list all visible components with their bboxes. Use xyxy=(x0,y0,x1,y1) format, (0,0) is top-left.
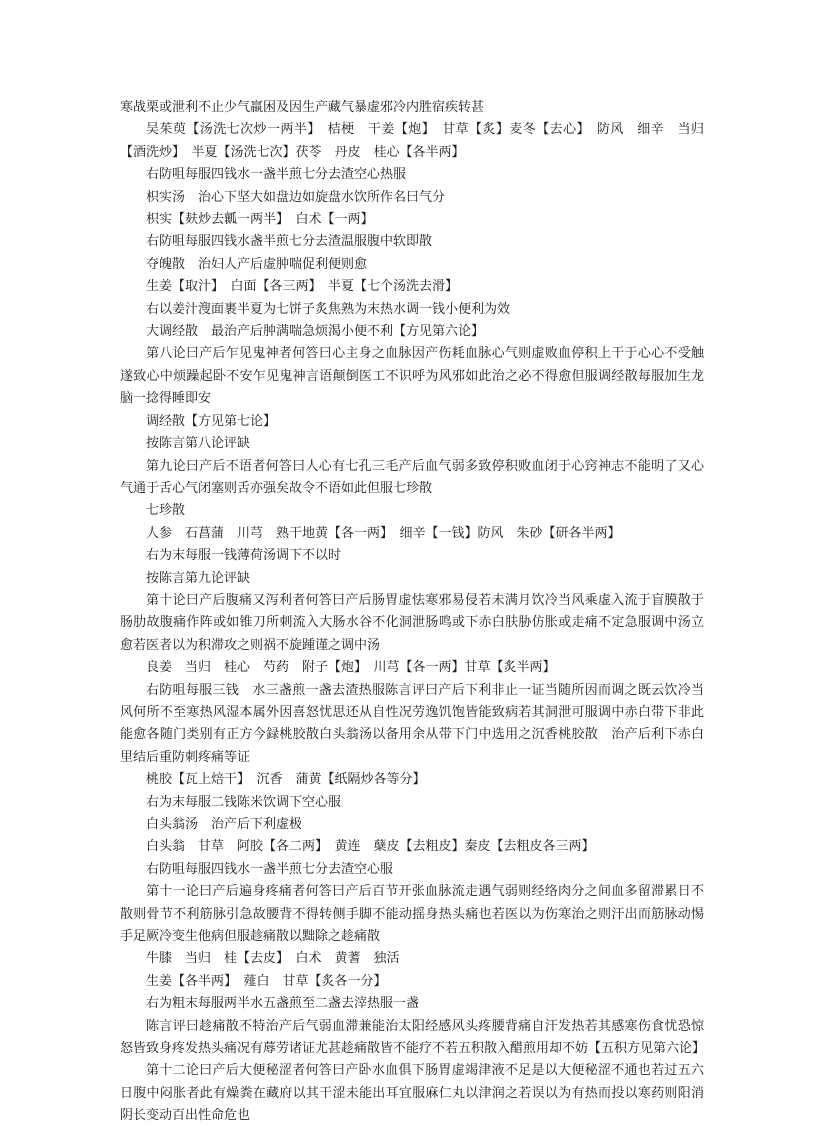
text-paragraph: 右为末每服一钱薄荷汤调下不以时 xyxy=(146,548,342,564)
text-paragraph: 按陈言第九论评缺 xyxy=(146,570,251,586)
text-paragraph: 生姜【各半两】 薤白 甘草【炙各一分】 xyxy=(146,973,387,989)
text-paragraph: 七珍散 xyxy=(146,503,186,519)
text-paragraph: 右防咀每服四钱水一盏半煎七分去渣空心服 xyxy=(146,861,394,877)
text-paragraph: 第八论曰产后乍见鬼神者何答曰心主身之血脉因产伤耗血脉心气则虚败血停积上干于心心不受触遂致心中烦躁起卧不安乍见鬼神言语颠倒医工不识呼为风邪如此治之必不得愈但服调经散每服加生龙脑一捻得睡即安 xyxy=(120,346,704,407)
text-paragraph: 人参 石菖蒲 川芎 熟干地黄【各一两】 细辛【一钱】防风 朱砂【研各半两】 xyxy=(146,525,621,541)
text-paragraph: 第十论曰产后腹痛又泻利者何答曰产后肠胃虚怯寒邪易侵若未满月饮冷当风乘虚入流于盲膜散于肠肋故腹痛作阵或如锥刀所刺流入大肠水谷不化洞泄肠鸣或下赤白肤胁仿胀或走痛不定急服调中汤立愈若医者以为积滞攻之则祸不旋踵谨之调中汤 xyxy=(120,592,704,653)
text-paragraph: 右防咀每服四钱水一盏半煎七分去渣空心热服 xyxy=(146,167,407,183)
text-paragraph: 夺魄散 治妇人产后虚肿喘促利便则愈 xyxy=(146,256,368,272)
text-paragraph: 右防咀每服四钱水盏半煎七分去渣温服腹中软即散 xyxy=(146,234,433,250)
text-paragraph: 桃胶【瓦上焙干】 沉香 蒲黄【纸隔炒各等分】 xyxy=(146,772,426,788)
text-paragraph: 第十一论曰产后遍身疼痛者何答曰产后百节开张血脉流走遇气弱则经络肉分之间血多留滞累日不散则骨节不利筋脉引急故腰背不得转侧手脚不能动摇身热头痛也若医以为伤寒治之则汗出而筋脉动惕手足厥冷变生他病但服趁痛散以黜除之趁痛散 xyxy=(120,884,704,945)
text-paragraph: 生姜【取汁】 白面【各三两】 半夏【七个汤洗去滑】 xyxy=(146,279,459,295)
text-paragraph: 大调经散 最治产后肿满喘急烦渴小便不利【方见第六论】 xyxy=(146,324,485,340)
document-page xyxy=(120,97,704,1128)
text-paragraph: 右为末每服二钱陈米饮调下空心服 xyxy=(146,794,342,810)
text-paragraph: 调经散【方见第七论】 xyxy=(146,413,277,429)
text-paragraph: 白头翁 甘草 阿胶【各二两】 黄连 蘖皮【去粗皮】秦皮【去粗皮各三两】 xyxy=(146,839,595,855)
text-paragraph: 陈言评曰趁痛散不特治产后气弱血滞兼能治太阳经感风头疼腰背痛自汗发热若其感寒伤食忧恐惊怒皆致身疼发热头痛况有蓐劳诸证尤甚趁痛散皆不能疗不若五积散入醋煎用却不妨【五积方见第六论】 xyxy=(120,1018,706,1057)
text-paragraph: 第十二论曰产后大便秘涩者何答曰产卧水血俱下肠胃虚竭津液不足是以大便秘涩不通也若过五六日腹中闷胀者此有燥粪在藏府以其干涩未能出耳宜服麻仁丸以津润之若误以为有热而投以寒药则阳消阴长变动百出性命危也 xyxy=(120,1063,704,1124)
text-paragraph: 右以姜汁溲面裹半夏为七饼子炙焦熟为末热水调一钱小便利为效 xyxy=(146,301,511,317)
text-paragraph: 牛膝 当归 桂【去皮】 白术 黄蓍 独活 xyxy=(146,951,400,967)
text-paragraph: 第九论曰产后不语者何答曰人心有七孔三毛产后血气弱多致停积败血闭于心窍神志不能明了又心气通于舌心气闭塞则舌亦强矣故令不语如此但服七珍散 xyxy=(120,458,704,496)
text-paragraph: 枳实汤 治心下坚大如盘边如旋盘水饮所作名曰气分 xyxy=(146,189,446,205)
text-paragraph: 按陈言第八论评缺 xyxy=(146,436,251,452)
text-paragraph: 右为粗末每服两半水五盏煎至二盏去滓热服一盏 xyxy=(146,996,420,1012)
text-paragraph: 良姜 当归 桂心 芍药 附子【炮】 川芎【各一两】甘草【炙半两】 xyxy=(146,660,556,676)
text-paragraph: 白头翁汤 治产后下利虚极 xyxy=(146,817,303,832)
text-paragraph: 右防咀每服三钱 水三盏煎一盏去渣热服陈言评曰产后下利非止一证当随所因而调之既云饮冷当风何所不至寒热风湿本属外因喜怒忧思还从自性况劳逸饥饱皆能致病若其洞泄可服调中赤白带下非此能愈各随门类别有正方今録桃胶散白头翁汤以备用余从带下门中选用之沉香桃胶散 治产后利下赤白里结后重防刺疼痛等证 xyxy=(120,682,704,765)
text-paragraph: 寒战栗或泄利不止少气羸困及因生产藏气暴虚邪冷内胜宿疾转甚 xyxy=(120,100,485,115)
text-paragraph: 吴茱萸【汤洗七次炒一两半】 桔梗 干姜【炮】 甘草【炙】麦冬【去心】 防风 细辛 当归【酒洗炒】 半夏【汤洗七次】茯苓 丹皮 桂心【各半两】 xyxy=(120,122,704,160)
text-paragraph: 枳实【麸炒去瓤一两半】 白术【一两】 xyxy=(146,212,374,228)
